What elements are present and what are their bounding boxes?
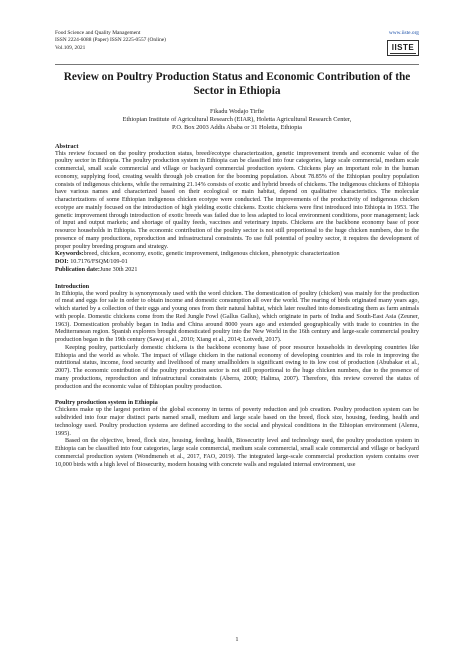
doi-line [55,259,419,267]
publication-date-line [55,267,419,275]
abstract-text: This review focused on the poultry production status, breed/ecotype characterization, genetic improvement trends and economic value of the poultry sector in Ethiopia. The poultry production system in Ethiopia can be classified into four categories, large scale commercial, medium scale commercial, small scale commercial and village or backyard commercial production system. Chickens play an important role in the human economy, supplying food, creating wealth through job creation for the booming population. About 78.85% of the Ethiopian poultry population consists of indigenous chickens, while the remaining 21.14% consists of exotic and hybrid breeds of chickens. The indigenous chickens of Ethiopia have various names and characterized based on their ecological or main habitat, depend on qualitative characteristics. The molecular characterizations of some Ethiopian indigenous chicken ecotype were conducted. The improvements of the productivity of indigenous chicken ecotype are mainly focused on the introduction of high yielding exotic chickens. Exotic chickens were first introduced into Ethiopia in 1953. The genetic improvement through introduction of exotic breeds was failed due to less adapted to local environment conditions, poor management; lack of input and output markets; and shortage of quality feeds, vaccines and veterinary inputs. Chickens are the backbone economy base of poor resource households in Ethiopia. The economic contribution of the poultry sector is not still proportional to the huge chicken numbers, due to the presence of many productions, reproduction and infrastructural constraints. To use full potential of poultry sector, it requires the development of proper poultry breeding program and strategy. [55,150,419,250]
abstract-heading: Abstract [55,142,79,150]
doi-value[interactable]: 10.7176/FSQM/109-01 [68,259,128,266]
journal-header [55,30,419,64]
page-number: 1 [235,636,239,643]
keywords-text: breed, chicken, economy, exotic, genetic improvement, indigenous chicken, phenotypic characterization [83,251,340,258]
journal-url-link[interactable]: www.iiste.org [388,30,419,36]
iiste-logo [387,40,419,56]
introduction-heading: Introduction [55,282,90,290]
production-system-heading: Poultry production system in Ethiopia [55,399,158,407]
publication-date-value: June 30th 2021 [99,266,138,273]
introduction-paragraph-1: In Ethiopia, the word poultry is synonymously used with the word chicken. The domestication of poultry (chicken) was mainly for the production of meat and eggs for sale in order to obtain income and domestic consumption all over the world. The rearing of birds originated many years ago, which started by a collection of their eggs and young ones from their natural habitat, which later resulted into domesticating them as farm animals with people. Domestic chickens come from the Red Jungle Fowl (Gallus Gallus), which originate in parts of India and South-East Asia (Zeuner, 1963). Domestication probably began in India and China around 8000 years ago and extended geographically with trade to countries in the Mediterranean region. Spanish explorers brought domesticated poultry into the New World in the 16th century and large-scale commercial poultry production began in the 19th century (Sawaj et al., 2010; Xiang et al., 2014; Lotvedt, 2017). [55,290,419,344]
logo-underline [390,53,416,54]
keywords-label: Keywords: [55,251,84,258]
paper-body [55,143,419,470]
introduction-paragraph-2: Keeping poultry, particularly domestic chickens is the backbone economy base of poor resource households in developing countries like Ethiopia and the world as whole. The impact of village chicken in the national economy of developing countries and its role in improving the nutritional status, income, food security and livelihood of many smallholders is significant owing to its low cost of production (Abubakar et al., 2007). The economic contribution of the poultry production sector is not still proportional to the huge chicken numbers, due to the presence of many productions, reproduction and infrastructural constraints (Aberra, 2000; Halima, 2007). Therefore, this review covered the status of production and the economic value of Ethiopian poultry production. [55,344,419,390]
doi-label: DOI: [55,259,69,266]
publication-date-label: Publication date: [55,266,100,273]
production-system-paragraph-2: Based on the objective, breed, flock size, housing, feeding, health, Biosecurity level and technology used, the poultry production system in Ethiopia can be classified into four categories, large scale commercial, medium scale commercial, small scale commercial and village or backyard commercial production system (Wondmeneh et al., 2017, FAO, 2019). The integrated large-scale commercial production system contains over 10,000 birds with a high level of Biosecurity, modern housing with concrete walls and regulated internal environment, use [55,438,419,468]
paper-title: Review on Poultry Production Status and Economic Contribution of the Sector in Ethiopia [63,71,411,97]
author-name: Fikadu Wodajo Tirfie [210,108,264,115]
keywords-line [55,251,419,259]
author-affiliation-line1: Ethiopian Institute of Agricultural Research (EIAR), Holetta Agricultural Research Center, [122,116,352,124]
author-affiliation-line2: P.O. Box 2003 Addis Ababa or 31 Holetta, Ethiopia [172,124,302,132]
production-system-paragraph-1: Chickens make up the largest portion of the global economy in terms of poverty reduction and job creation. Poultry production system can be subdivided into four major distinct parts named small, medium and large scale based on the breed, flock size, housing, feeding, health and technology used. Poultry production systems are defined according to the social and physical conditions in the Ethiopian environment (Alemu, 1995). [55,407,419,437]
journal-name: Food Science and Quality Management [55,30,141,36]
paper-page [55,30,419,469]
header-divider [55,64,419,65]
journal-issn: ISSN 2224-6088 (Paper) ISSN 2225-0557 (Online) [55,37,166,44]
journal-volume: Vol.109, 2021 [55,44,86,51]
logo-text: IISTE [391,43,415,53]
